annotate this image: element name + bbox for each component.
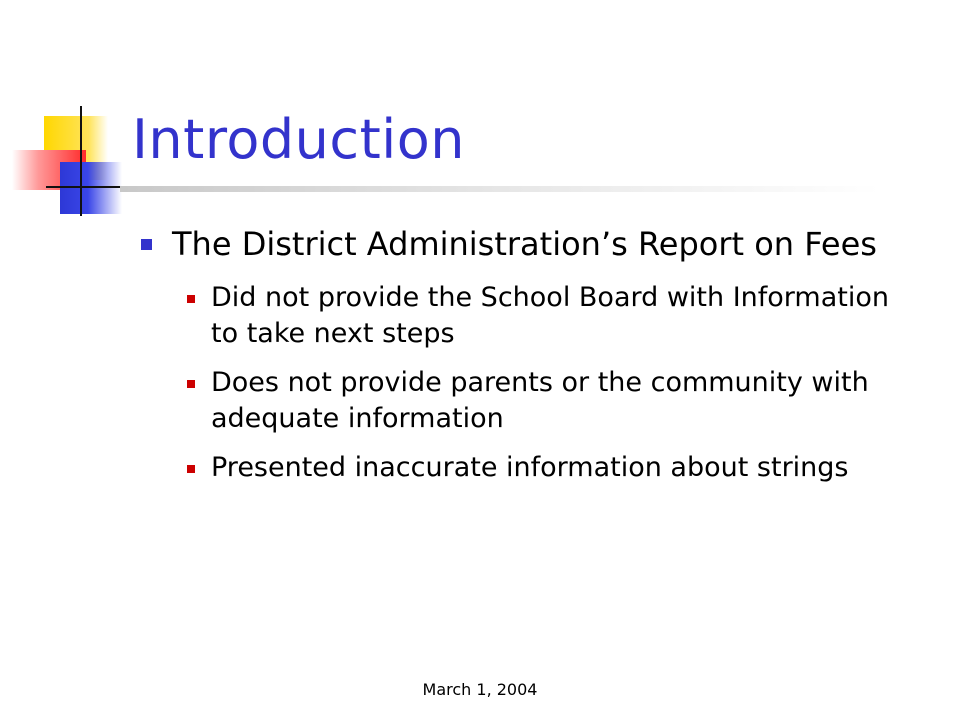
sub-bullet [185, 365, 914, 437]
sub-bullet-text: Does not provide parents or the community with adequate information [211, 367, 869, 434]
sub-bullet-text: Did not provide the School Board with Information to take next steps [211, 282, 889, 349]
sub-bullet [185, 450, 914, 486]
slide-title: Introduction [132, 108, 466, 171]
slide-logo-decoration [0, 0, 140, 230]
sub-bullet-square-icon [187, 295, 195, 303]
bullet-text: The District Administration’s Report on Fees [172, 225, 877, 263]
sub-bullet-list [134, 280, 914, 486]
title-divider [120, 186, 880, 192]
bullet-square-icon [141, 239, 152, 250]
slide-footer-date: March 1, 2004 [422, 680, 538, 699]
logo-vertical-line [80, 106, 82, 216]
sub-bullet-square-icon [187, 380, 195, 388]
sub-bullet-text: Presented inaccurate information about strings [211, 452, 849, 483]
sub-bullet-square-icon [187, 465, 195, 473]
logo-blue-square [60, 162, 122, 214]
slide-content [134, 222, 914, 499]
bullet-level1 [134, 222, 914, 266]
sub-bullet [185, 280, 914, 352]
